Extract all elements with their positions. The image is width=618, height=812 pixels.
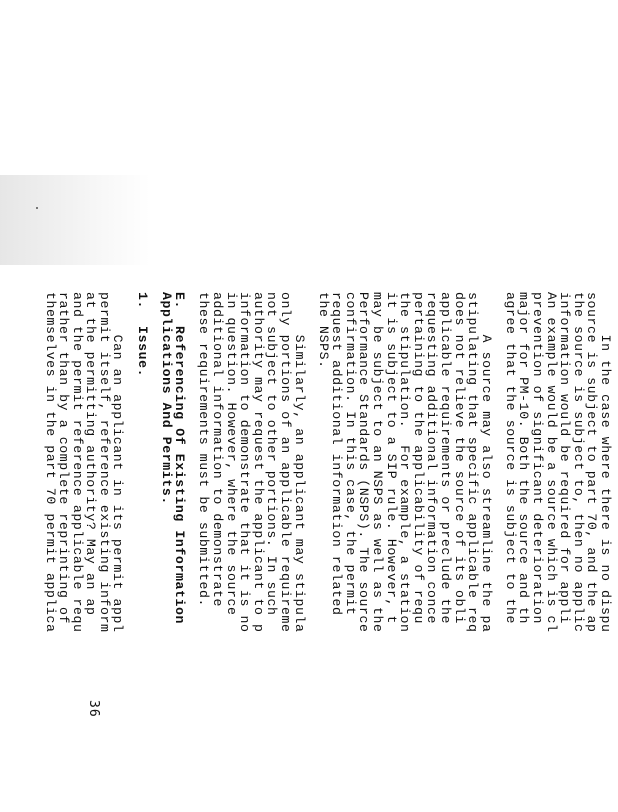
subsection-heading-issue: 1. Issue. [134,292,150,378]
document-page [43,292,612,812]
paragraph-streamline-stipulation: A source may also streamline the pa stipulating that specific applicable req does not relieve the source of its obli applicable requirements or preclude the requesting additional information conce pertaining to the applicability of requ the stipulation. For example, a station it is subject to a SIP rule. However, t may be subject to an NSPS as well as the Performance Standards (NSPS). The source confirmation. In this case, the permit request additional information related the NSPS. [315,292,494,633]
paragraph-dispute-case: In the case where there is no dispu source is subject to part 70, and the ap the source is subject to, then no applic information would be required for appli An example would be a source which is cl prevention of significant deterioration major for PM-10. Both the source and th agree that the source is subject to the [502,292,613,633]
paragraph-can-an-applicant: Can an applicant in its permit appl permit itself, reference existing inform at the permitting authority? May an ap and the permit reference applicable requ rather than by a complete reprinting of themselves in the part 70 permit applica [42,292,126,633]
section-heading-e: E. Referencing Of Existing Information Applications And Permits. [158,292,188,625]
page-number: 36 [86,700,101,718]
paragraph-similarly: Similarly, an applicant may stipula only portions of an applicable requireme not subject to other portions. In such authority may request the applicant to p information to demonstrate that it is no in question. However, where the source additional information to demonstrate these requirements must be submitted. [196,292,307,633]
scan-speck [36,207,38,209]
scan-shading [0,175,150,265]
